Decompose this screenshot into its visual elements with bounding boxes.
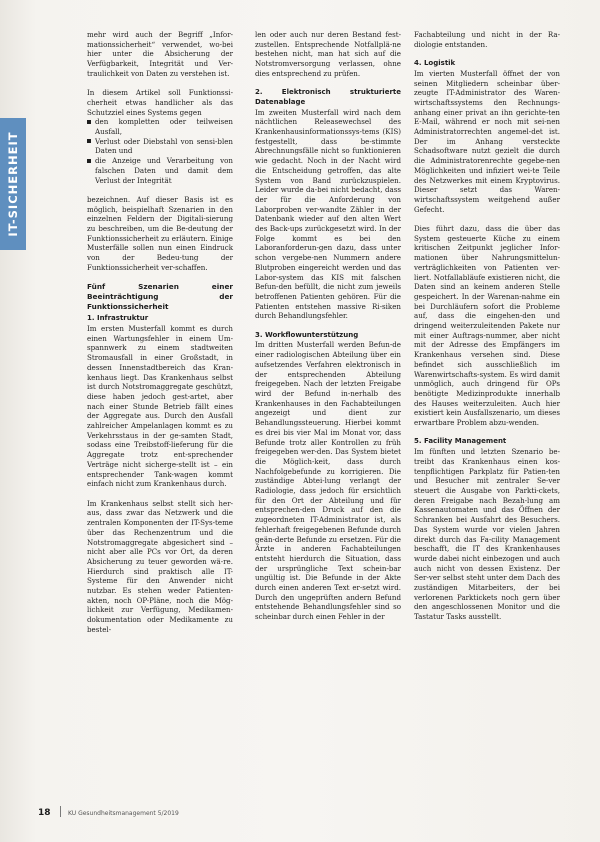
- paragraph: len oder auch nur deren Bestand fest-zustellen. Entsprechende Notfallplä-ne bestehen nicht, man hat sich auf die Notstromversorgung verlassen, ohne dies entsprechend zu prüfen.: [255, 30, 401, 78]
- section-tab-label: IT-SICHERHEIT: [6, 131, 20, 237]
- magazine-issue: KU Gesundheitsmanagement 5/2019: [68, 810, 179, 817]
- paragraph: Im Krankenhaus selbst stellt sich her-aus, dass zwar das Netzwerk und die zentralen Komponenten der IT-Sys-teme über das Rechenzentrum und die Notstromaggregate abgesichert sind – nicht aber alle PCs vor Ort, da deren Absicherung zu teuer geworden wä-re. Hierdurch sind praktisch alle IT-Systeme für den Anwender nicht nutzbar. Es stehen weder Patienten-akten, noch OP-Pläne, noch die Mög-lichkeit zur Verfügung, Medikamen-dokumentation oder Medikamente zu bestel-: [87, 498, 233, 634]
- footer-divider: [60, 806, 61, 817]
- list-item: den kompletten oder teilweisen Ausfall,: [87, 117, 233, 136]
- paragraph: Dies führt dazu, dass die über das System gesteuerte Küche zu einem kritischen Zeitpunkt jeglicher Infor-mationen über Nahrungsmittelun-verträglichkeiten von Patienten ver-liert. Notfallabläufe existieren nicht, die Daten sind an keinem anderen Stelle gespeichert. In der Warenan-nahme ein bei Durchläufern sofort die Probleme auf, dass die eingehen-den und dringend weiterzuleitenden Pakete nur mit einer Auftrags-nummer, aber nicht mit der Adresse des Empfängers im Krankenhaus versehen sind. Diese befindet sich ausschließlich im Warenwirtschafts-system. Es wird damit unmöglich, auch dringend für OPs benötigte Medizinprodukte innerhalb des Hauses weiterzuleiten. Auch hier existiert kein Ausfallszenario, um dieses erwartbare Problem abzu-wenden.: [414, 224, 560, 428]
- paragraph: mehr wird auch der Begriff „Infor-mationssicherheit“ verwendet, wo-bei hier unter die Absicherung der Verfügbarkeit, Integrität und Ver-traulichkeit von Daten zu verstehen ist.: [87, 30, 233, 78]
- list-item: die Anzeige und Verarbeitung von falschen Daten und damit dem Verlust der Integrität: [87, 156, 233, 185]
- text-column-3: [414, 30, 560, 632]
- section-tab: [0, 118, 26, 250]
- paragraph: Im dritten Musterfall werden Befun-de einer radiologischen Abteilung über ein aufsetzendes Verfahren elektronisch in der entsprechenden Abteilung freigegeben. Nach der letzten Freigabe wird der Befund in-nerhalb des Krankenhauses in den Fachabteilungen angezeigt und dient zur Behandlungssteuerung. Hierbei kommt es drei bis vier Mal im Monat vor, dass Befunde trotz aller Kontrollen zu früh freigegeben wer-den. Das System bietet die Möglich-keit, dass durch Nachfolgebefunde zu korrigieren. Die zuständige Abtei-lung verlangt der Radiologie, dass jedoch für ersichtlich für den Ort der Abteilung und für entsprechen-den Druck auf den die zugeordneten IT-Administrator ist, als fehlerhaft freigegebenen Befunde durch geän-derte Befunde zu ersetzen. Für die Ärzte in anderen Fachabteilungen entsteht hierdurch die Situation, dass der ursprüngliche Text schein-bar ungültig ist. Die Befunde in der Akte durch einen anderen Text er-setzt wird. Durch den ungeprüften andern Befund entstehende Behandlungsfehler sind so scheinbar durch einen Fehler in der: [255, 340, 401, 622]
- paragraph: Im vierten Musterfall öffnet der von seinen Mitgliedern scheinbar über-zeugte IT-Administrator des Waren-wirtschaftssystems den Rechnungs-anhang einer privat an ihn gerichte-ten E-Mail, während er noch mit sei-nen Administratorrechten angemel-det ist. Der im Anhang versteckte Schadsoftware nutzt gezielt die durch die Administratorenrechte gegebe-nen Möglichkeiten und infiziert wei-te Teile des Netzwerkes mit einem Kryptovirus. Dieser setzt das Waren-wirtschaftssystem weitgehend außer Gefecht.: [414, 68, 560, 214]
- paragraph: Im ersten Musterfall kommt es durch einen Wartungsfehler in einem Um-spannwerk zu einem stadtweiten Stromausfall in einer Großstadt, in dessen Innenstadtbereich das Kran-kenhaus liegt. Das Krankenhaus selbst ist durch Notstromaggregate geschützt, diese haben jedoch gest-artet, aber nach einer Stunde Betrieb fällt eines der Aggregate aus. Durch den Ausfall zahlreicher Ampelanlagen kommt es zu Verkehrsstaus in der ge-samten Stadt, sodass eine Treibstoff-lieferung für die Aggregate trotz ent-sprechender Verträge nicht sicherge-stellt ist – ein entsprechender Tank-wagen kommt einfach nicht zum Krankenhaus durch.: [87, 324, 233, 489]
- text-column-1: [87, 30, 233, 644]
- paragraph: bezeichnen. Auf dieser Basis ist es möglich, beispielhaft Szenarien in den einzelnen Feldern der Digitali-sierung zu beschreiben, um die Be-deutung der Funktionssicherheit zu erläutern. Einige Musterfälle sollen nun einen Eindruck von der Bedeu-tung der Funktionssicherheit ver-schaffen.: [87, 194, 233, 272]
- paragraph: Fachabteilung und nicht in der Ra-diologie entstanden.: [414, 30, 560, 49]
- section-heading: Fünf Szenarien einer Beeinträchtigung der Funktionssicherheit: [87, 282, 233, 311]
- paragraph: Im fünften und letzten Szenario be-treibt das Krankenhaus einen kos-tenpflichtigen Parkplatz für Patien-ten und Besucher mit zentraler Se-ver steuert die Ausgabe von Parkti-ckets, deren Freigabe nach Bezah-lung am Kassenautomaten und das Öffnen der Schranken bei Ausfahrt des Besuchers. Das System wurde vor vielen Jahren direkt durch das Fa-cility Management beschafft, die IT des Krankenhauses wurde dabei nicht einbezogen und auch auch nicht von dessen Existenz. Der Ser-ver selbst steht unter dem Dach des zuständigen Mitarbeiters, der bei verlorenen Parktickets noch gern über den angeschlossenen Monitor und die Tastatur Tasks ausstellt.: [414, 447, 560, 622]
- bullet-list: [87, 117, 233, 185]
- text-column-2: [255, 30, 401, 632]
- list-item: Verlust oder Diebstahl von sensi-blen Daten und: [87, 137, 233, 156]
- subheading-logistik: 4. Logistik: [414, 59, 456, 68]
- subheading-workflow: 3. Workflowunterstützung: [255, 330, 359, 339]
- subheading-infrastruktur: 1. Infrastruktur: [87, 314, 149, 323]
- paragraph: Im zweiten Musterfall wird nach dem nächtlichen Releasewechsel des Krankenhausinformationssys-tems (KIS) festgestellt, dass be-stimmte Abrechnungsfälle nicht so funktionieren wie gedacht. Noch in der Nacht wird die Entscheidung getroffen, das alte System von Band zurückzuspielen. Leider wurde da-bei nicht bedacht, dass der für die Anforderung von Laborproben ver-wandte Zähler in der Datenbank wieder auf den alten Wert des Back-ups zurückgesetzt wird. In der Folge kommt es bei den Laboranforderun-gen dazu, dass unter schon vergebe-nen Nummern andere Blutproben eingereicht werden und das Labor-system das KIS mit falschen Befun-den befüllt, die nicht zum jeweils betroffenen Patienten gehören. Für die Patienten entstehen massive Ri-siken durch Behandlungsfehler.: [255, 107, 401, 321]
- paragraph: In diesem Artikel soll Funktionssi-cherheit etwas handlicher als das Schutzziel eines Systems gegen: [87, 88, 233, 117]
- subheading-datenablage: 2. Elektronisch strukturierte Datenablage: [255, 88, 401, 106]
- page-number: 18: [38, 808, 51, 818]
- subheading-facility-management: 5. Facility Management: [414, 437, 507, 446]
